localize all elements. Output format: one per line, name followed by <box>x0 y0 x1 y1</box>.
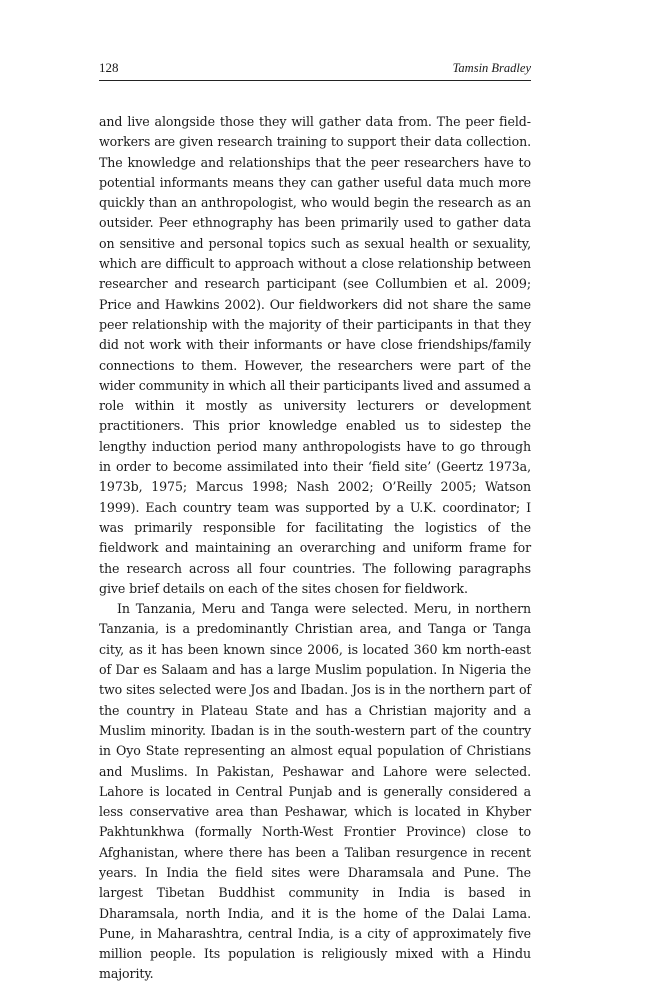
body-text <box>99 112 531 985</box>
paragraph: In Tanzania, Meru and Tanga were selected. Meru, in northern Tanzania, is a predominantly Christian area, and Tanga or Tanga city, as it has been known since 2006, is located 360 km north-east of Dar es Salaam and has a large Muslim population. In Nigeria the two sites selected were Jos and Ibadan. Jos is in the northern part of the country in Plateau State and has a Christian majority and a Muslim minority. Ibadan is in the south-western part of the country in Oyo State representing an almost equal population of Christians and Muslims. In Pakistan, Peshawar and Lahore were selected. Lahore is located in Central Punjab and is generally considered a less conservative area than Peshawar, which is located in Khyber Pakhtunkhwa (formally North-West Frontier Province) close to Afghanistan, where there has been a Taliban resurgence in recent years. In India the field sites were Dharamsala and Pune. The largest Tibetan Buddhist community in India is based in Dharamsala, north India, and it is the home of the Dalai Lama. Pune, in Maharashtra, central India, is a city of approximately five million people. Its population is religiously mixed with a Hindu majority. <box>99 601 531 982</box>
page-header <box>99 60 531 81</box>
paragraph: and live alongside those they will gather data from. The peer fieldworkers are given research training to support their data collection. The knowledge and relationships that the peer researchers have to potential informants means they can gather useful data much more quickly than an anthropologist, who would begin the research as an outsider. Peer ethnography has been primarily used to gather data on sensitive and personal topics such as sexual health or sexuality, which are difficult to approach without a close relationship between researcher and research participant (see Collumbien et al. 2009; Price and Hawkins 2002). Our fieldworkers did not share the same peer relationship with the majority of their participants in that they did not work with their informants or have close friendships/family connections to them. However, the researchers were part of the wider community in which all their participants lived and assumed a role within it mostly as university lecturers or development practitioners. This prior knowledge enabled us to sidestep the lengthy induction period many anthropologists have to go through in order to become assimilated into their ‘field site’ (Geertz 1973a, 1973b, 1975; Marcus 1998; Nash 2002; O’Reilly 2005; Watson 1999). Each country team was supported by a U.K. coordinator; I was primarily responsible for facilitating the logistics of the fieldwork and maintaining an overarching and uniform frame for the research across all four countries. The following paragraphs give brief details on each of the sites chosen for fieldwork. <box>99 114 531 596</box>
running-head-author: Tamsin Bradley <box>452 61 531 75</box>
page-number: 128 <box>99 60 119 75</box>
